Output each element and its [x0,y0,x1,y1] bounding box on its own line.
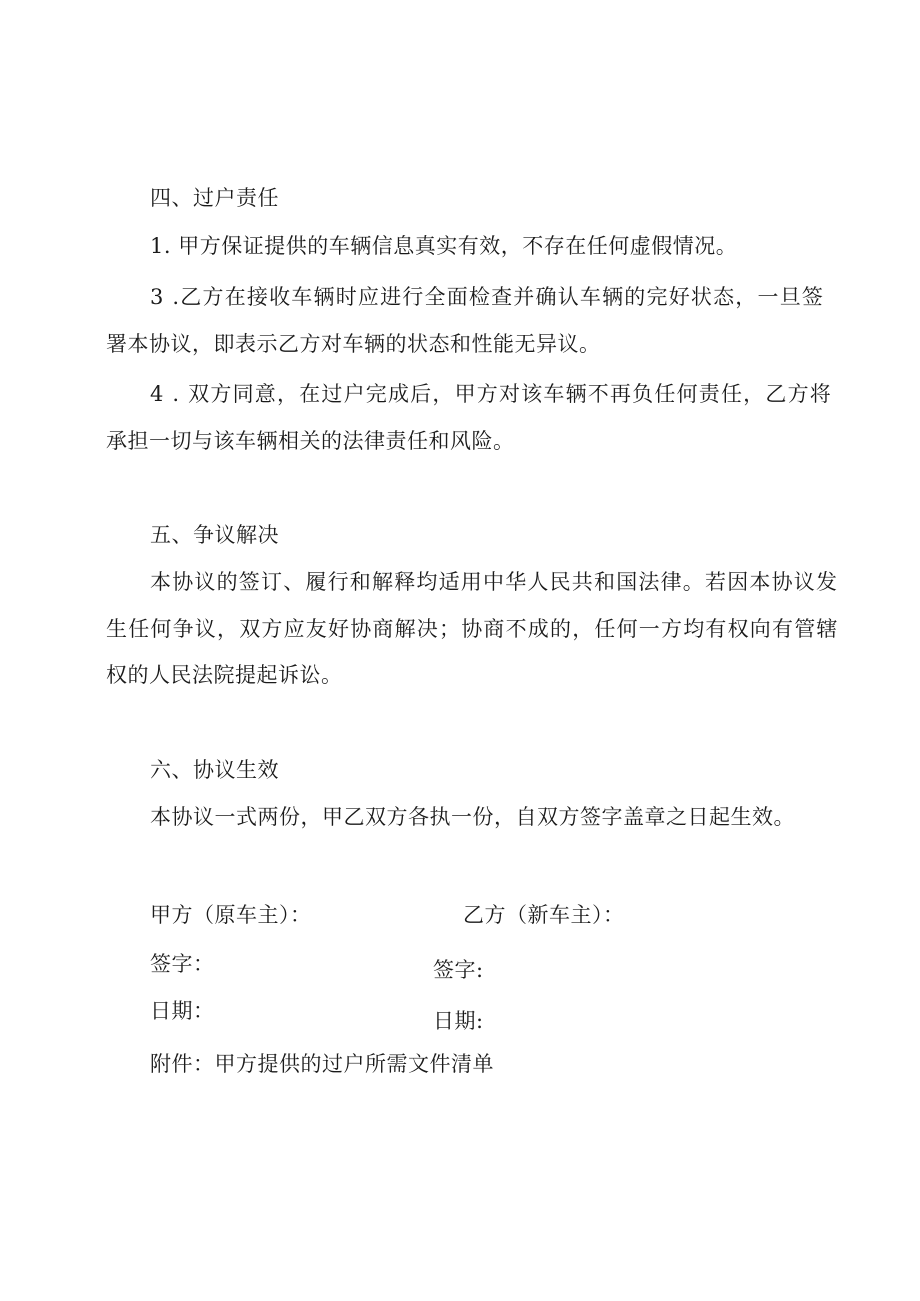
section5-body-line3: 权的人民法院提起诉讼。 [106,663,343,687]
section5-body-line1: 本协议的签订、履行和解释均适用中华人民共和国法律。若因本协议发 [150,570,839,594]
party-b-date-label: 日期: [433,1009,484,1033]
attachment-note: 附件：甲方提供的过户所需文件清单 [150,1052,494,1076]
section4-item4-line1: 4 . 双方同意，在过户完成后，甲方对该车辆不再负任何责任，乙方将 [150,382,832,406]
party-a-label: 甲方（原车主）： [150,903,312,927]
section4-item1: 1. 甲方保证提供的车辆信息真实有效，不存在任何虚假情况。 [150,234,738,258]
party-b-signature-label: 签字: [433,958,484,982]
section6-body: 本协议一式两份，甲乙双方各执一份，自双方签字盖章之日起生效。 [150,805,795,829]
party-a-signature-label: 签字： [150,952,215,976]
party-b-label: 乙方（新车主）： [463,903,625,927]
section4-item4-line2: 承担一切与该车辆相关的法律责任和风险。 [106,429,515,453]
section5-heading: 五、争议解决 [150,523,279,547]
section6-heading: 六、协议生效 [150,758,279,782]
party-a-date-label: 日期： [150,999,215,1023]
section4-item3-line1: 3 .乙方在接收车辆时应进行全面检查并确认车辆的完好状态，一旦签 [150,285,825,309]
section4-item3-line2: 署本协议，即表示乙方对车辆的状态和性能无异议。 [106,332,601,356]
section4-heading: 四、过户责任 [150,186,279,210]
section5-body-line2: 生任何争议，双方应友好协商解决；协商不成的，任何一方均有权向有管辖 [106,617,839,641]
